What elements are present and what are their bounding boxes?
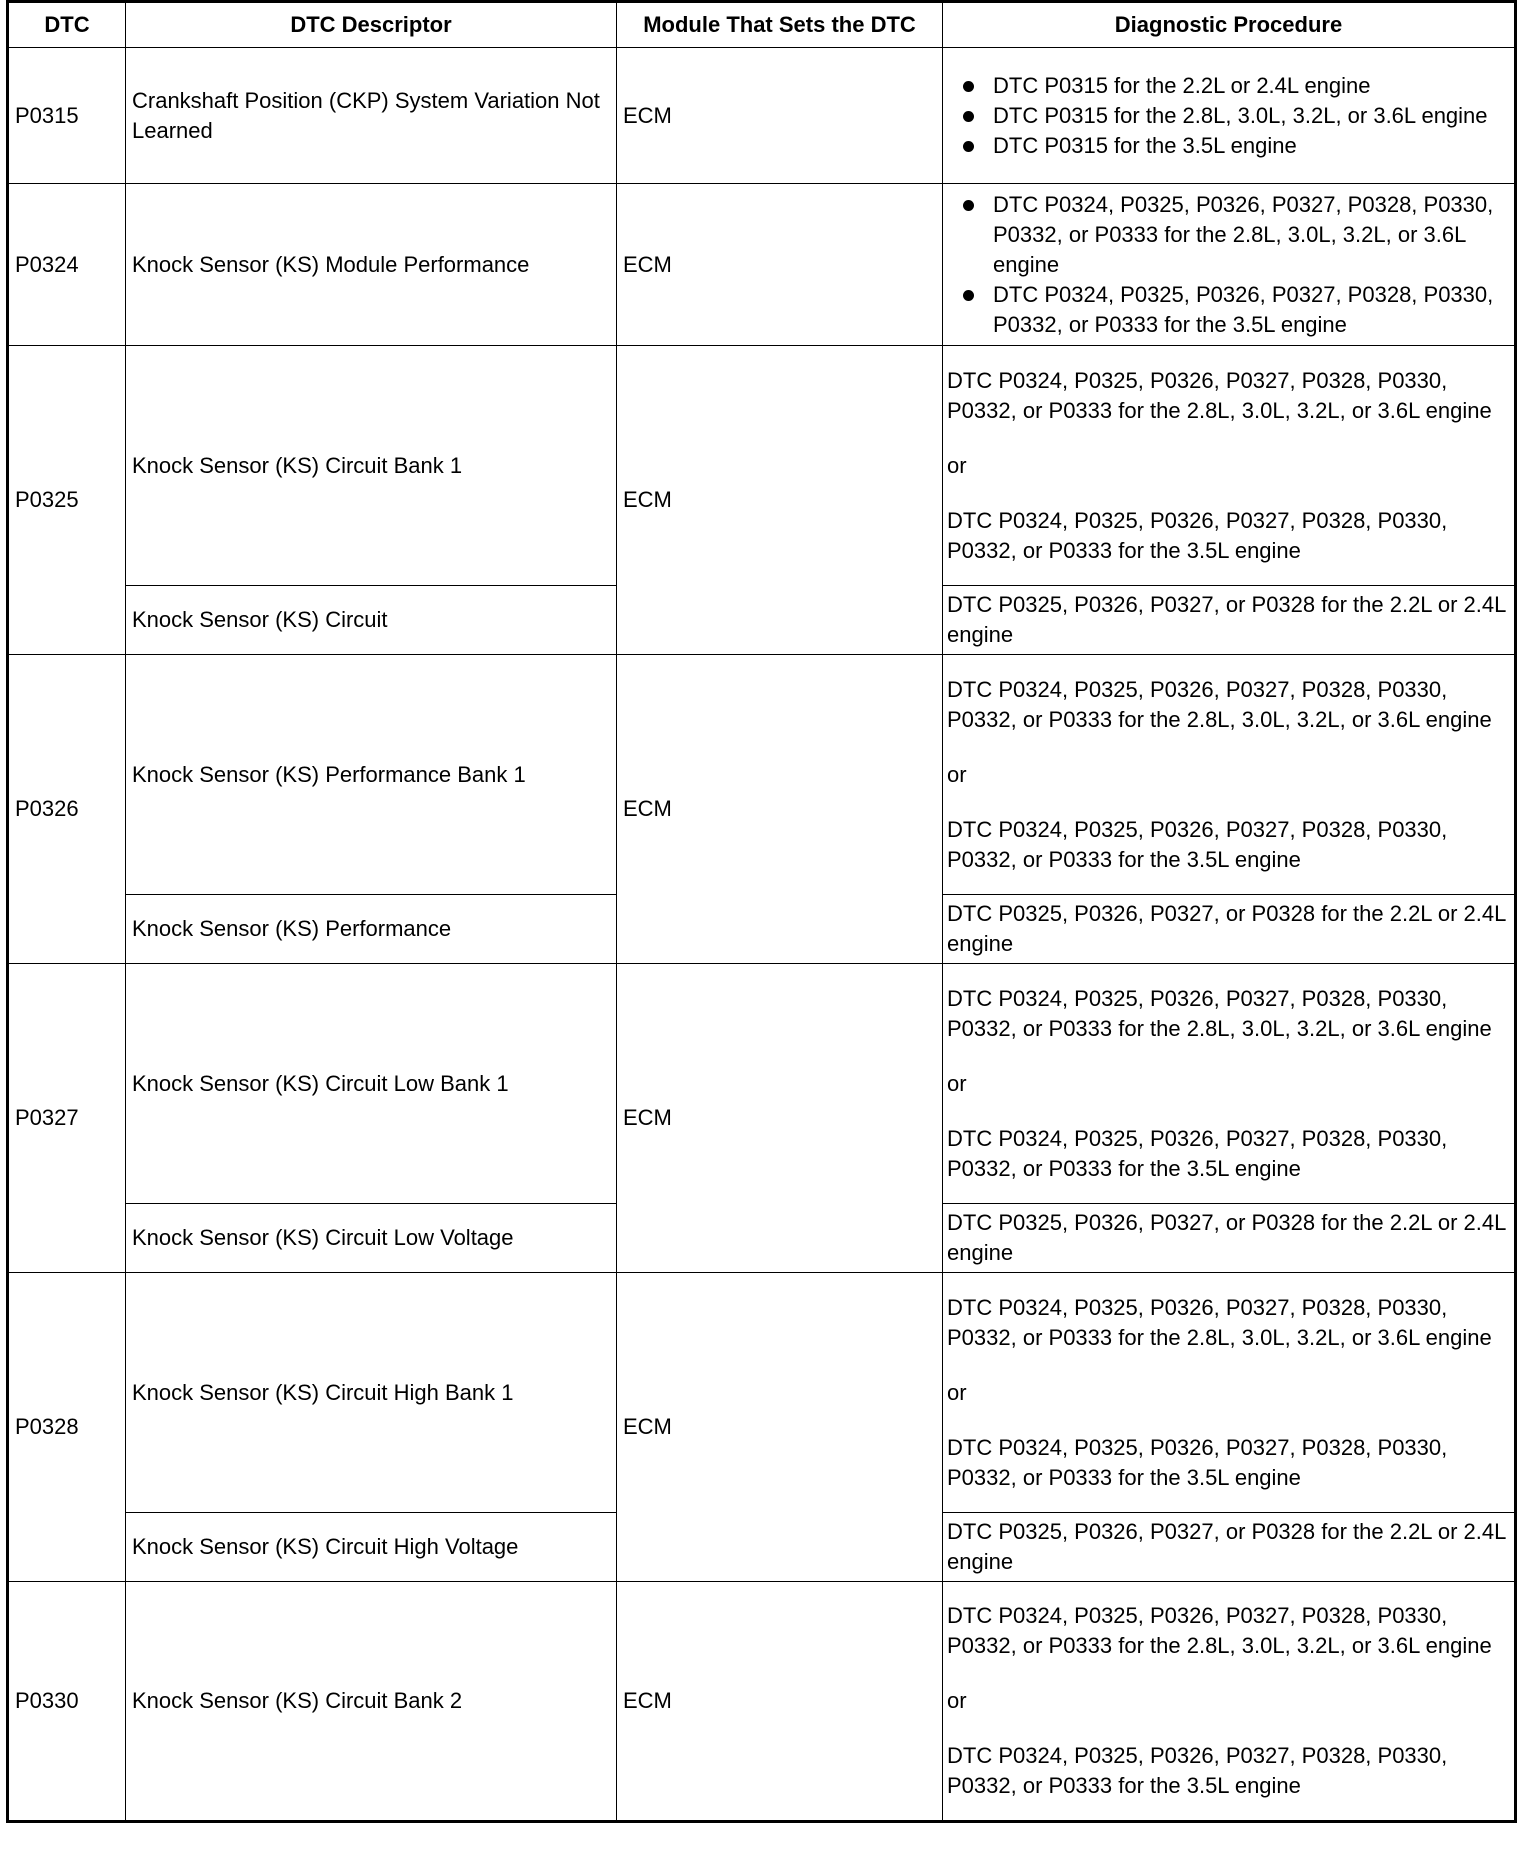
- procedure-link[interactable]: DTC P0324, P0325, P0326, P0327, P0328, P0330, P0332, or P0333 for the 3.5L engine: [947, 1434, 1448, 1490]
- dtc-code: P0326: [8, 655, 126, 964]
- diagnostic-procedure: [943, 895, 1516, 964]
- diagnostic-procedure: [943, 48, 1516, 184]
- module: ECM: [617, 346, 943, 655]
- spacer: [947, 1099, 1510, 1124]
- header-descriptor: DTC Descriptor: [126, 2, 617, 48]
- table-row: [8, 1273, 1516, 1513]
- table-row: [8, 964, 1516, 1204]
- dtc-descriptor: Knock Sensor (KS) Module Performance: [126, 184, 617, 346]
- table-row: [8, 48, 1516, 184]
- diagnostic-procedure: [943, 346, 1516, 586]
- procedure-list: [949, 190, 1508, 340]
- procedure-link[interactable]: DTC P0325, P0326, P0327, or P0328 for the 2.2L or 2.4L engine: [947, 592, 1506, 647]
- dtc-descriptor: Knock Sensor (KS) Circuit High Bank 1: [126, 1273, 617, 1513]
- dtc-descriptor: Knock Sensor (KS) Circuit Low Voltage: [126, 1204, 617, 1273]
- procedure-link[interactable]: DTC P0324, P0325, P0326, P0327, P0328, P0330, P0332, or P0333 for the 2.8L, 3.0L, 3.2L, or 3.6L engine: [947, 1603, 1492, 1658]
- dtc-code: P0327: [8, 964, 126, 1273]
- or-separator: or: [947, 1379, 967, 1405]
- dtc-descriptor: Crankshaft Position (CKP) System Variation Not Learned: [126, 48, 617, 184]
- or-separator: or: [947, 452, 967, 478]
- dtc-code: P0328: [8, 1273, 126, 1582]
- spacer: [947, 1661, 1510, 1686]
- dtc-code: P0315: [8, 48, 126, 184]
- module: ECM: [617, 1582, 943, 1822]
- module: ECM: [617, 655, 943, 964]
- dtc-descriptor: Knock Sensor (KS) Circuit Bank 2: [126, 1582, 617, 1822]
- procedure-link[interactable]: DTC P0315 for the 2.8L, 3.0L, 3.2L, or 3.6L engine: [993, 101, 1508, 131]
- diagnostic-procedure: [943, 1273, 1516, 1513]
- procedure-link[interactable]: DTC P0324, P0325, P0326, P0327, P0328, P0330, P0332, or P0333 for the 2.8L, 3.0L, 3.2L, or 3.6L engine: [993, 190, 1508, 280]
- procedure-link[interactable]: DTC P0325, P0326, P0327, or P0328 for the 2.2L or 2.4L engine: [947, 901, 1506, 956]
- procedure-list: [949, 71, 1508, 161]
- or-separator: or: [947, 761, 967, 787]
- spacer: [947, 735, 1510, 760]
- dtc-table: [6, 0, 1517, 1823]
- procedure-link[interactable]: DTC P0315 for the 2.2L or 2.4L engine: [993, 71, 1508, 101]
- diagnostic-procedure: [943, 586, 1516, 655]
- header-dtc: DTC: [8, 2, 126, 48]
- dtc-code: P0330: [8, 1582, 126, 1822]
- module: ECM: [617, 184, 943, 346]
- procedure-link[interactable]: DTC P0324, P0325, P0326, P0327, P0328, P0330, P0332, or P0333 for the 3.5L engine: [947, 816, 1448, 872]
- procedure-link[interactable]: DTC P0325, P0326, P0327, or P0328 for the 2.2L or 2.4L engine: [947, 1210, 1506, 1265]
- dtc-code: P0325: [8, 346, 126, 655]
- diagnostic-procedure: [943, 1582, 1516, 1822]
- table-row: [8, 346, 1516, 586]
- or-separator: or: [947, 1688, 967, 1713]
- spacer: [947, 790, 1510, 815]
- procedure-link[interactable]: DTC P0324, P0325, P0326, P0327, P0328, P0330, P0332, or P0333 for the 2.8L, 3.0L, 3.2L, or 3.6L engine: [947, 1294, 1492, 1350]
- module: ECM: [617, 48, 943, 184]
- spacer: [947, 1408, 1510, 1433]
- spacer: [947, 1716, 1510, 1741]
- dtc-descriptor: Knock Sensor (KS) Circuit Low Bank 1: [126, 964, 617, 1204]
- module: ECM: [617, 964, 943, 1273]
- table-row: [8, 1582, 1516, 1822]
- dtc-descriptor: Knock Sensor (KS) Performance: [126, 895, 617, 964]
- header-row: [8, 2, 1516, 48]
- diagnostic-procedure: [943, 1204, 1516, 1273]
- header-procedure: Diagnostic Procedure: [943, 2, 1516, 48]
- spacer: [947, 1353, 1510, 1378]
- procedure-link[interactable]: DTC P0324, P0325, P0326, P0327, P0328, P0330, P0332, or P0333 for the 3.5L engine: [947, 1125, 1448, 1181]
- module: ECM: [617, 1273, 943, 1582]
- dtc-descriptor: Knock Sensor (KS) Circuit: [126, 586, 617, 655]
- procedure-link[interactable]: DTC P0324, P0325, P0326, P0327, P0328, P0330, P0332, or P0333 for the 2.8L, 3.0L, 3.2L, or 3.6L engine: [947, 367, 1492, 423]
- diagnostic-procedure: [943, 184, 1516, 346]
- spacer: [947, 1044, 1510, 1069]
- table-row: [8, 655, 1516, 895]
- or-separator: or: [947, 1070, 967, 1096]
- procedure-link[interactable]: DTC P0324, P0325, P0326, P0327, P0328, P0330, P0332, or P0333 for the 3.5L engine: [993, 280, 1508, 340]
- diagnostic-procedure: [943, 964, 1516, 1204]
- dtc-descriptor: Knock Sensor (KS) Circuit Bank 1: [126, 346, 617, 586]
- procedure-link[interactable]: DTC P0315 for the 3.5L engine: [993, 131, 1508, 161]
- diagnostic-procedure: [943, 1513, 1516, 1582]
- spacer: [947, 426, 1510, 451]
- dtc-descriptor: Knock Sensor (KS) Circuit High Voltage: [126, 1513, 617, 1582]
- procedure-link[interactable]: DTC P0325, P0326, P0327, or P0328 for the 2.2L or 2.4L engine: [947, 1519, 1506, 1574]
- procedure-link[interactable]: DTC P0324, P0325, P0326, P0327, P0328, P0330, P0332, or P0333 for the 2.8L, 3.0L, 3.2L, or 3.6L engine: [947, 985, 1492, 1041]
- spacer: [947, 481, 1510, 506]
- dtc-descriptor: Knock Sensor (KS) Performance Bank 1: [126, 655, 617, 895]
- header-module: Module That Sets the DTC: [617, 2, 943, 48]
- diagnostic-procedure: [943, 655, 1516, 895]
- procedure-link[interactable]: DTC P0324, P0325, P0326, P0327, P0328, P0330, P0332, or P0333 for the 3.5L engine: [947, 507, 1448, 563]
- procedure-link[interactable]: DTC P0324, P0325, P0326, P0327, P0328, P0330, P0332, or P0333 for the 2.8L, 3.0L, 3.2L, or 3.6L engine: [947, 676, 1492, 732]
- dtc-code: P0324: [8, 184, 126, 346]
- procedure-link[interactable]: DTC P0324, P0325, P0326, P0327, P0328, P0330, P0332, or P0333 for the 3.5L engine: [947, 1743, 1448, 1798]
- table-row: [8, 184, 1516, 346]
